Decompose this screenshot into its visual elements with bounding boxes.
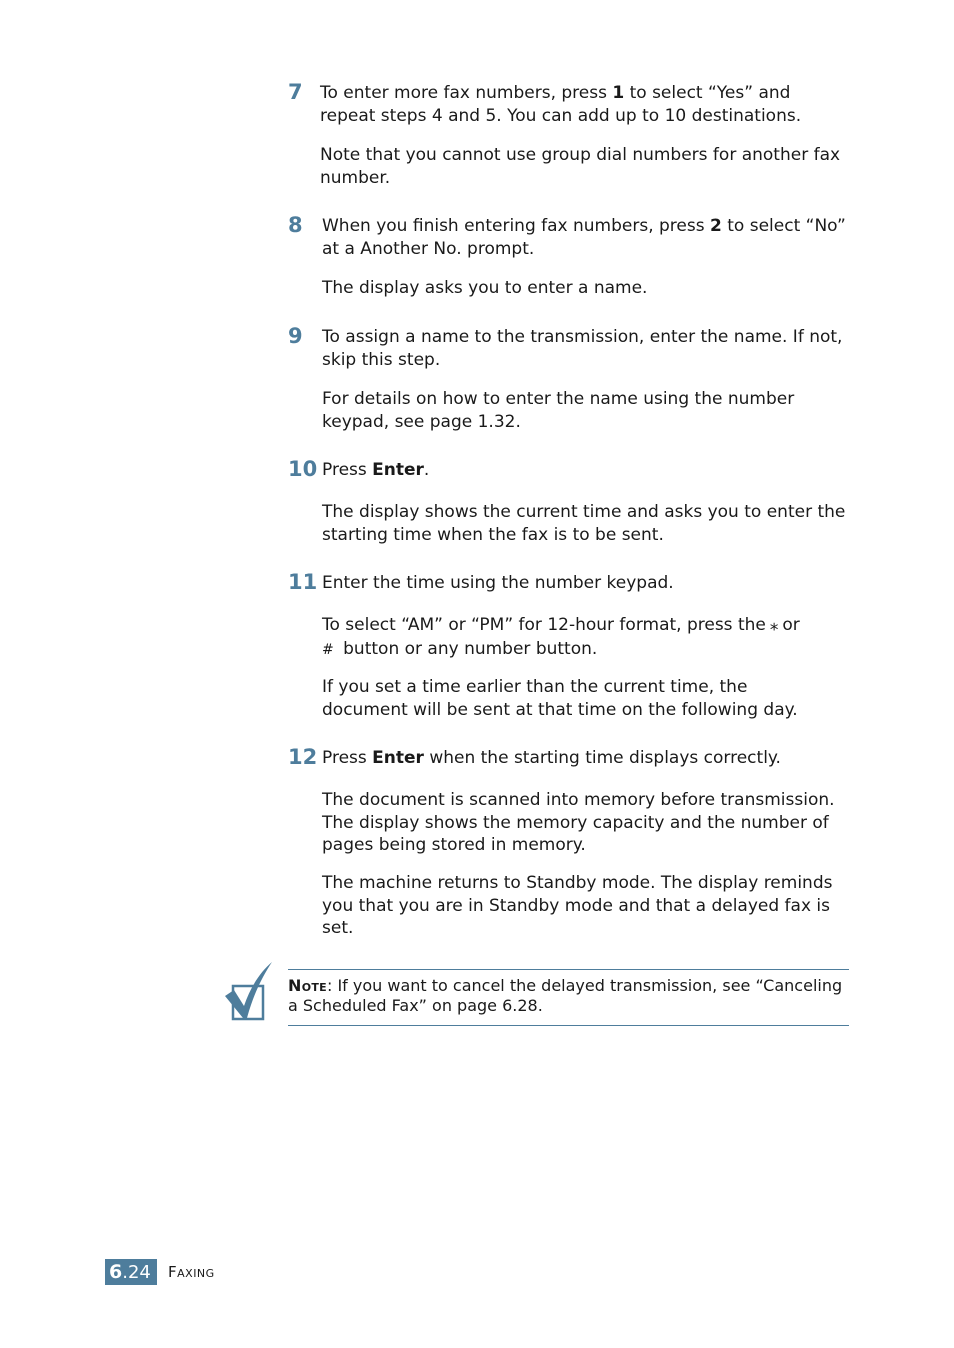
step-7-note: Note that you cannot use group dial numbers for another fax number.	[320, 145, 841, 188]
step-8-text-a: When you finish entering fax numbers, press	[322, 216, 711, 236]
step-8-text-c: to select “No” at a Another No. prompt.	[322, 216, 846, 259]
step-11-info-a: To select “AM” or “PM” for 12-hour format, press the	[322, 615, 766, 635]
step-number-12: 12	[288, 745, 318, 769]
step-9-text: To assign a name to the transmission, enter the name. If not, skip this step.	[322, 327, 843, 370]
step-12-standby-info: The machine returns to Standby mode. The display reminds you that you are in Standby mode and that a delayed fax is set.	[322, 873, 833, 938]
step-12-scan-info: The document is scanned into memory before transmission. The display shows the memory capacity and the number of pages being stored in memory.	[322, 790, 835, 855]
section-title: Faxing	[168, 1263, 215, 1281]
enter-key-label: Enter	[372, 460, 424, 480]
step-number-9: 9	[288, 324, 303, 348]
step-9-info: For details on how to enter the name using the number keypad, see page 1.32.	[322, 389, 795, 432]
step-7-text-a: To enter more fax numbers, press	[320, 83, 613, 103]
step-number-7: 7	[288, 80, 303, 104]
step-10-info: The display shows the current time and asks you to enter the starting time when the fax is to be sent.	[322, 502, 846, 545]
star-button-icon: ⁎	[769, 615, 779, 635]
step-11-earlier-info: If you set a time earlier than the current time, the document will be sent at that time on the following day.	[322, 677, 798, 720]
note-text	[288, 976, 848, 1016]
step-8-key: 2	[710, 216, 722, 236]
step-10-text-c: .	[423, 460, 430, 480]
step-12-text	[322, 747, 852, 770]
step-10-text	[322, 459, 852, 482]
enter-key-label-2: Enter	[372, 748, 424, 768]
note-box	[288, 969, 849, 1026]
step-7-key: 1	[612, 83, 625, 103]
checkmark-note-icon	[222, 960, 274, 1024]
step-number-10: 10	[288, 457, 318, 481]
step-7-text	[320, 82, 850, 127]
note-body: : If you want to cancel the delayed transmission, see “Canceling a Scheduled Fax” on page 6.28.	[288, 976, 843, 1015]
step-11-info-c: button or any number button.	[343, 639, 598, 659]
step-11-text: Enter the time using the number keypad.	[322, 573, 674, 593]
step-11-info-b: or	[782, 615, 800, 635]
step-11-ampm-info	[322, 613, 852, 662]
step-10-text-a: Press	[322, 460, 373, 480]
step-number-8: 8	[288, 213, 303, 237]
step-8-text	[322, 215, 852, 260]
step-12-text-a: Press	[322, 748, 373, 768]
step-12-text-c: when the starting time displays correctly.	[423, 748, 781, 768]
page-number: .24	[122, 1262, 151, 1283]
step-7-text-c: to select “Yes” and repeat steps 4 and 5. You can add up to 10 destinations.	[320, 83, 802, 126]
step-8-info: The display asks you to enter a name.	[322, 278, 648, 298]
note-label: Note	[288, 976, 327, 995]
step-number-11: 11	[288, 570, 318, 594]
page-number-badge	[105, 1259, 157, 1285]
chapter-number: 6	[109, 1261, 123, 1283]
hash-button-icon: #	[322, 642, 334, 658]
